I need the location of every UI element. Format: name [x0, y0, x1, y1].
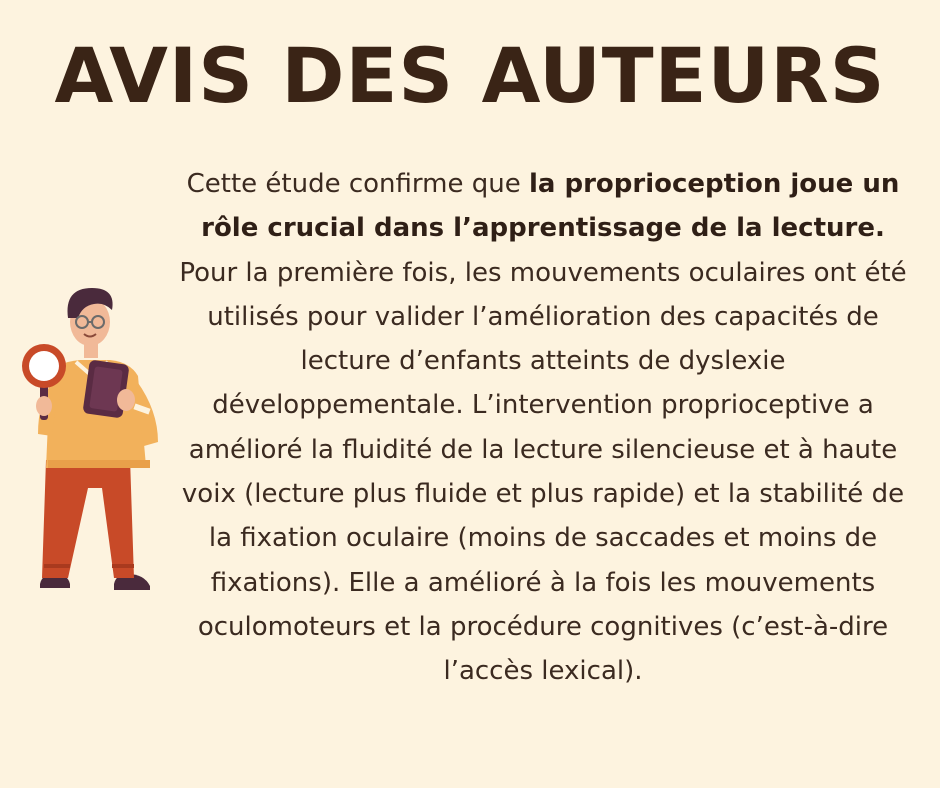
authors-opinion-paragraph	[178, 162, 908, 694]
page-title: AVIS DES AUTEURS	[54, 31, 886, 120]
paragraph-bold-claim: la proprioception joue un rôle crucial dans l’apprentissage de la lecture.	[201, 169, 900, 244]
paragraph-rest: Pour la première fois, les mouvements oculaires ont été utilisés pour valider l’amélioration des capacités de lecture d’enfants atteints de dyslexie développementale. L’intervention proprioceptive a amélioré la fluidité de la lecture silencieuse et à haute voix (lecture plus fluide et plus rapide) et la stabilité de la fixation oculaire (moins de saccades et moins de fixations). Elle a amélioré à la fois les mouvements oculomoteurs et la procédure cognitives (c’est-à-dire l’accès lexical).	[179, 257, 907, 687]
person-with-magnifier-and-tablet-icon	[18, 288, 168, 618]
paragraph-intro: Cette étude confirme que	[186, 169, 529, 199]
